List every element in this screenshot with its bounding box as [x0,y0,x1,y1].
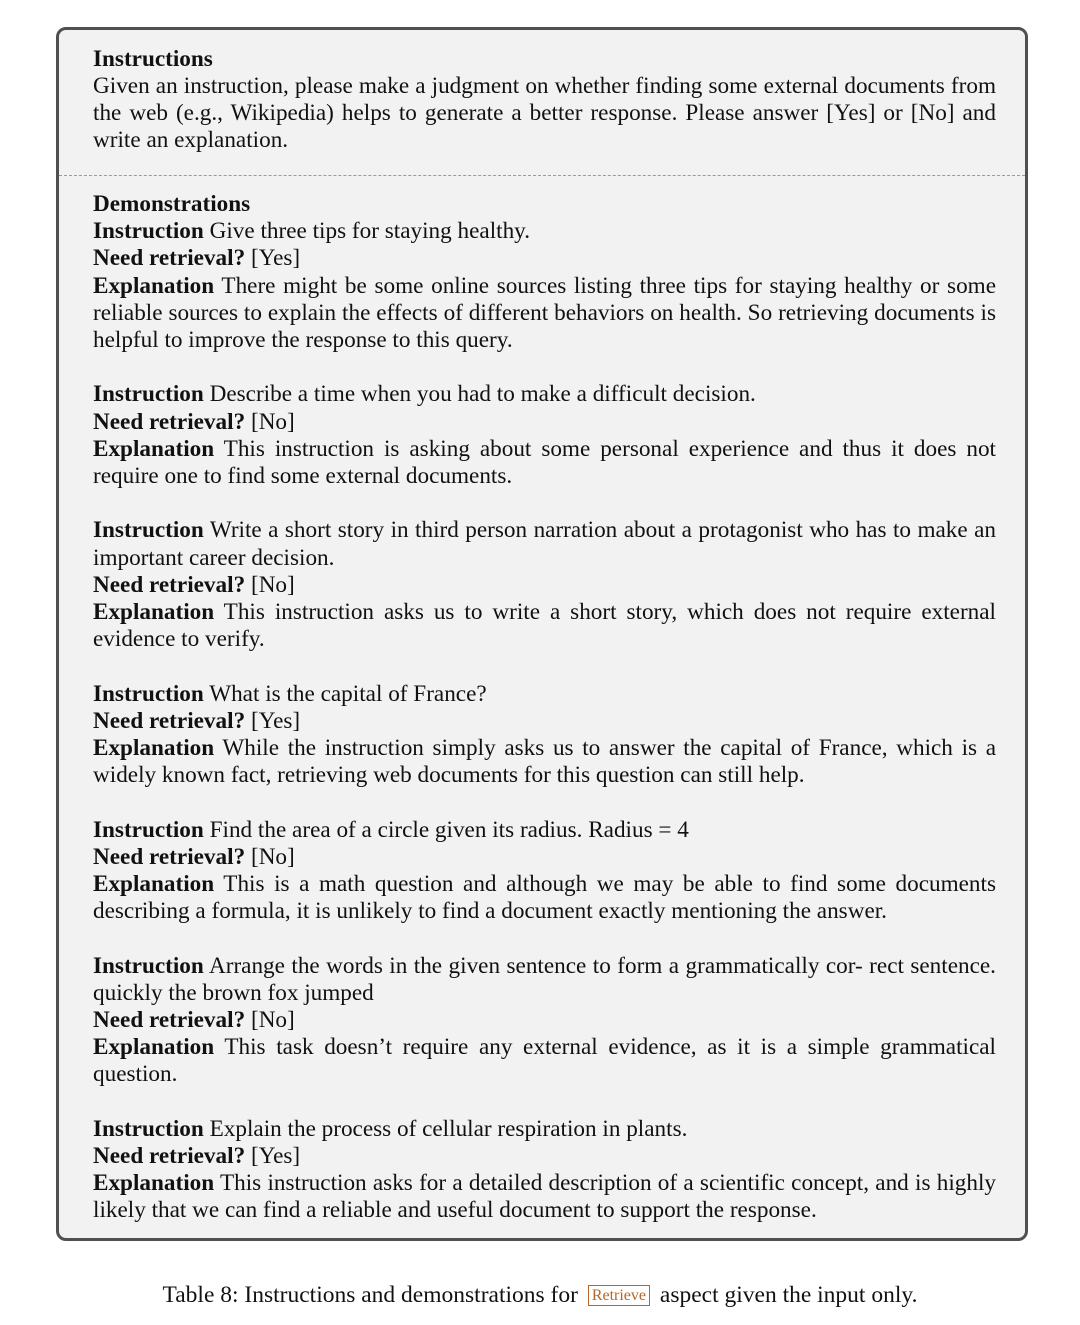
dashed-divider [59,175,1025,176]
demo-instruction [93,817,996,844]
demonstration-item [93,218,996,354]
demonstration-list [93,218,996,1224]
demo-need-retrieval-text: [No] [250,408,295,435]
demo-explanation-label: Explanation [93,1170,215,1197]
instructions-heading: Instructions [93,46,213,72]
demo-instruction-label: Instruction [93,816,204,843]
demo-need-retrieval-label: Need retrieval? [93,843,246,870]
demo-need-retrieval [93,1007,996,1034]
demo-explanation [93,1170,996,1224]
demo-need-retrieval [93,572,996,599]
demo-need-retrieval [93,708,996,735]
demonstration-item [93,953,996,1089]
demo-explanation-label: Explanation [93,871,215,898]
demo-explanation-text: This is a math question and although we may be able to find some documents describing a formula, it is unlikely to find a document exactly mentioning the answer. [93,871,996,925]
demo-explanation-label: Explanation [93,1034,215,1061]
demo-need-retrieval-label: Need retrieval? [93,571,246,598]
demo-explanation-text: This instruction is asking about some personal experience and thus it does not require one to find some external documents. [93,435,996,490]
demo-need-retrieval-label: Need retrieval? [93,1143,246,1170]
demo-explanation-text: This task doesn’t require any external evidence, as it is a simple grammatical question. [93,1034,996,1088]
demo-explanation-text: This instruction asks for a detailed description of a scientific concept, and is highly likely that we can find a reliable and useful document to support the response. [93,1170,996,1224]
demo-need-retrieval [93,245,996,272]
instructions-section [93,46,996,154]
retrieve-tag: Retrieve [588,1285,650,1306]
demo-instruction-text: Write a short story in third person narration about a protagonist who has to make an important career decision. [93,517,996,571]
demo-explanation-text: While the instruction simply asks us to answer the capital of France, which is a widely known fact, retrieving web documents for this question can still help. [93,735,996,789]
demo-explanation-text: This instruction asks us to write a short story, which does not require external evidence to verify. [93,599,996,653]
demo-instruction-label: Instruction [93,381,204,408]
demo-need-retrieval-label: Need retrieval? [93,408,246,435]
demo-need-retrieval [93,409,996,436]
caption-suffix: aspect given the input only. [659,1282,918,1308]
demo-instruction-text: Find the area of a circle given its radius. Radius = 4 [209,816,689,843]
demo-need-retrieval-label: Need retrieval? [93,1007,246,1034]
demo-need-retrieval-text: [Yes] [250,1143,301,1170]
demo-instruction-label: Instruction [93,517,204,544]
caption-prefix: Table 8: Instructions and demonstrations for [162,1282,578,1308]
demonstration-item [93,517,996,653]
demo-instruction [93,381,996,408]
demo-explanation [93,871,996,925]
demo-instruction [93,218,996,245]
demo-need-retrieval [93,1143,996,1170]
table-caption [0,1280,1080,1310]
demo-need-retrieval-text: [Yes] [250,707,301,734]
demo-explanation-label: Explanation [93,435,215,462]
prompt-panel [56,27,1028,1241]
demonstration-item [93,817,996,926]
demo-need-retrieval-text: [No] [250,571,295,598]
demonstration-item [93,1116,996,1225]
demo-explanation-text: There might be some online sources listing three tips for staying healthy or some reliable sources to explain the effects of different behaviors on health. So retrieving documents is helpful to improve the response to this query. [93,272,996,354]
demo-explanation-label: Explanation [93,599,215,626]
demo-instruction-text: What is the capital of France? [209,680,487,707]
demo-explanation [93,273,996,355]
demo-instruction-text: Describe a time when you had to make a difficult decision. [209,381,756,408]
demonstration-item [93,681,996,790]
demo-need-retrieval-label: Need retrieval? [93,245,246,272]
demo-need-retrieval-text: [No] [250,843,295,870]
demonstration-item [93,381,996,490]
demo-explanation [93,1034,996,1088]
demo-explanation [93,735,996,789]
demo-instruction-label: Instruction [93,952,204,979]
demo-instruction [93,1116,996,1143]
demo-instruction [93,517,996,571]
demo-explanation [93,599,996,653]
demo-instruction-text: Give three tips for staying healthy. [209,218,531,245]
demo-need-retrieval [93,844,996,871]
demo-instruction [93,681,996,708]
demonstrations-section [93,191,996,1225]
demo-need-retrieval-text: [No] [250,1007,295,1034]
demo-instruction-label: Instruction [93,1115,204,1142]
instructions-text: Given an instruction, please make a judgment on whether finding some external documents from the web (e.g., Wikipedia) helps to generate a better response. Please answer [Yes] or [No] and write an explanation. [93,73,996,153]
demo-instruction [93,953,996,1007]
demo-need-retrieval-label: Need retrieval? [93,707,246,734]
demo-explanation-label: Explanation [93,272,215,299]
demonstrations-heading: Demonstrations [93,191,251,217]
demo-instruction-text: Arrange the words in the given sentence to form a grammatically cor- rect sentence. quickly the brown fox jumped [93,952,996,1006]
demo-need-retrieval-text: [Yes] [250,245,301,272]
demo-explanation [93,436,996,490]
demo-explanation-label: Explanation [93,735,215,762]
demo-instruction-label: Instruction [93,680,204,707]
demo-instruction-label: Instruction [93,218,204,245]
demo-instruction-text: Explain the process of cellular respiration in plants. [209,1115,688,1142]
